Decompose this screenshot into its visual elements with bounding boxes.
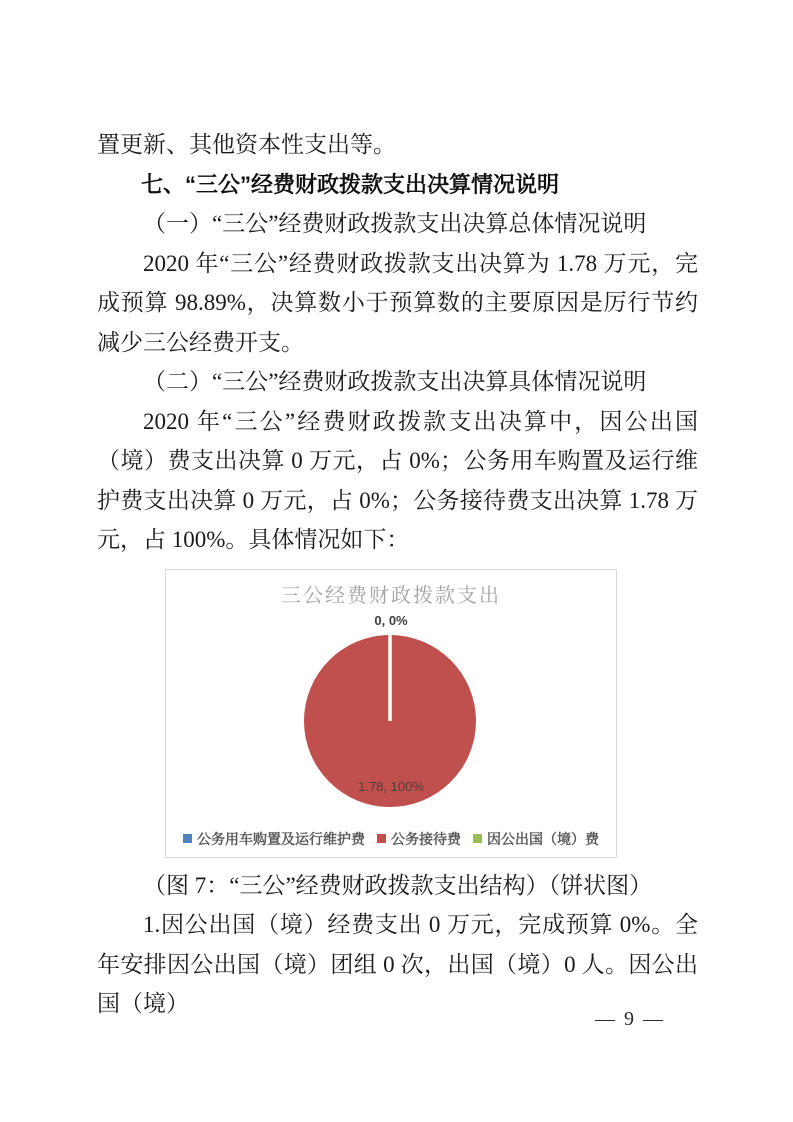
legend-label: 公务用车购置及运行维护费 bbox=[197, 830, 365, 847]
legend-swatch bbox=[473, 834, 482, 843]
pie-data-label-main: 1.78, 100% bbox=[358, 778, 424, 794]
paragraph-continuation: 置更新、其他资本性支出等。 bbox=[97, 132, 396, 157]
section-heading-7: 七、“三公”经费财政拨款支出决算情况说明 bbox=[141, 171, 560, 197]
document-body bbox=[97, 125, 698, 1024]
subsection-heading-1: （一）“三公”经费财政拨款支出决算总体情况说明 bbox=[143, 211, 647, 236]
legend-item bbox=[377, 829, 461, 849]
legend-item bbox=[473, 829, 599, 849]
chart-legend bbox=[166, 829, 616, 849]
paragraph-item1: 1.因公出国（境）经费支出 0 万元，完成预算 0%。全年安排因公出国（境）团组 0 次，出国（境）0 人。因公出国（境） bbox=[97, 912, 698, 1016]
legend-swatch bbox=[377, 834, 386, 843]
subsection-heading-2: （二）“三公”经费财政拨款支出决算具体情况说明 bbox=[143, 369, 647, 394]
paragraph-overall: 2020 年“三公”经费财政拨款支出决算为 1.78 万元，完成预算 98.89%，决算数小于预算数的主要原因是厉行节约减少三公经费开支。 bbox=[97, 250, 698, 355]
legend-swatch bbox=[183, 834, 192, 843]
figure-caption: （图 7：“三公”经费财政拨款支出结构）（饼状图） bbox=[143, 872, 653, 898]
pie-chart-figure bbox=[165, 569, 617, 858]
chart-title: 三公经费财政拨款支出 bbox=[281, 584, 501, 607]
legend-label: 公务接待费 bbox=[391, 830, 461, 847]
legend-label: 因公出国（境）费 bbox=[487, 830, 599, 847]
page-number: — 9 — bbox=[595, 1008, 665, 1030]
pie-data-label-zero: 0, 0% bbox=[374, 612, 408, 628]
legend-item bbox=[183, 829, 365, 849]
paragraph-detail: 2020 年“三公”经费财政拨款支出决算中，因公出国（境）费支出决算 0 万元，占 0%；公务用车购置及运行维护费支出决算 0 万元，占 0%；公务接待费支出决算 1.78 万元，占 100%。具体情况如下： bbox=[97, 408, 698, 552]
